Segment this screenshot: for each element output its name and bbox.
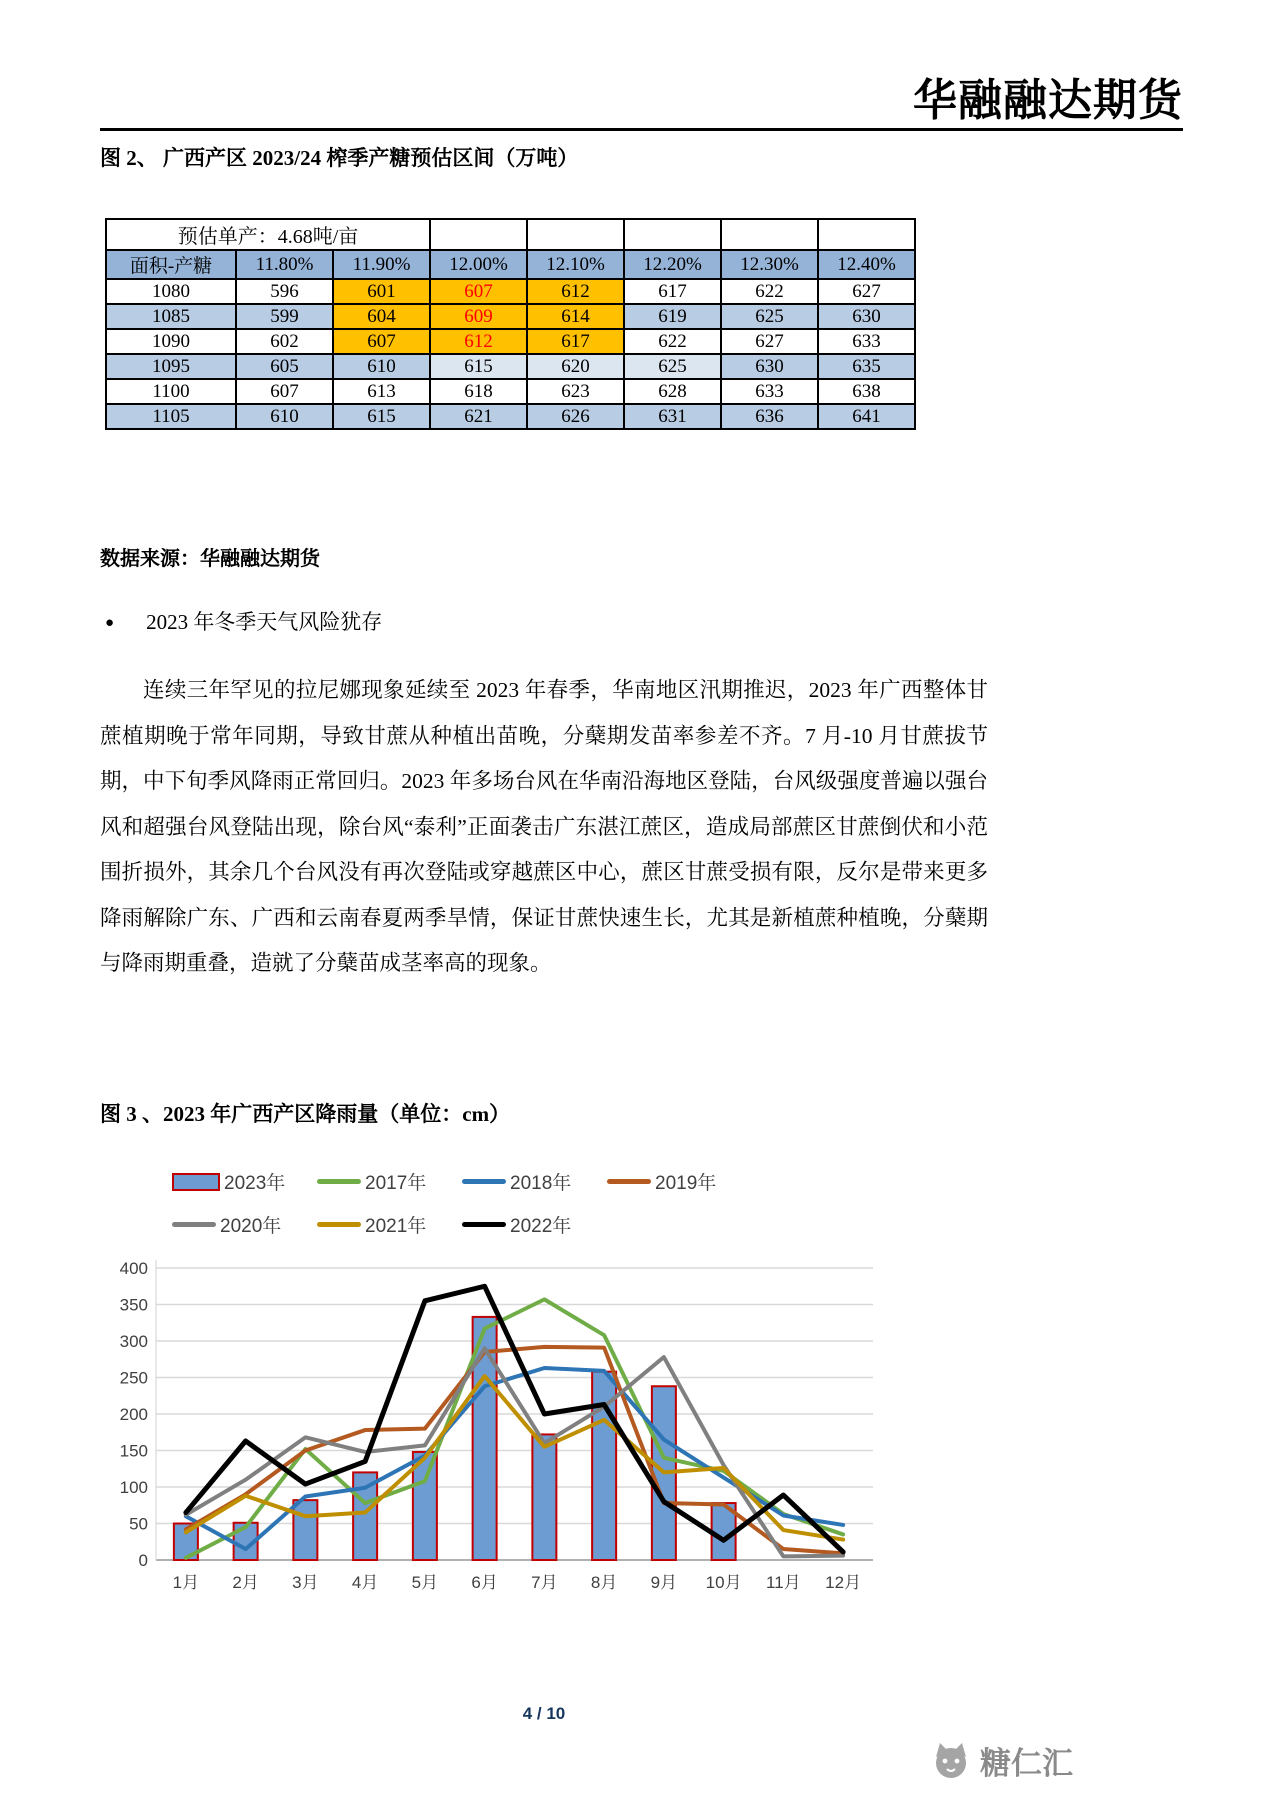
legend-line-swatch (607, 1179, 651, 1184)
y-tick-label: 400 (119, 1259, 148, 1278)
x-tick-label: 6月 (471, 1573, 498, 1592)
table-cell: 612 (430, 329, 527, 354)
x-tick-label: 7月 (531, 1573, 558, 1592)
table-cell: 620 (527, 354, 624, 379)
table-cell: 599 (236, 304, 333, 329)
table-header-cell: 12.10% (527, 250, 624, 279)
x-tick-label: 11月 (766, 1573, 801, 1592)
table-header-cell: 11.80% (236, 250, 333, 279)
table-cell: 628 (624, 379, 721, 404)
table-cell: 633 (818, 329, 915, 354)
legend-label: 2023年 (224, 1173, 286, 1194)
table-cell: 607 (430, 279, 527, 304)
legend-item (172, 1211, 317, 1238)
table-cell: 1100 (106, 379, 236, 404)
legend-line-swatch (172, 1222, 216, 1227)
table-cell: 1090 (106, 329, 236, 354)
bar-2023年 (532, 1434, 556, 1560)
table-cell: 1080 (106, 279, 236, 304)
table-cell: 630 (818, 304, 915, 329)
bar-2023年 (293, 1500, 317, 1560)
empty-cell (721, 219, 818, 250)
x-tick-label: 2月 (232, 1573, 259, 1592)
table-cell: 613 (333, 379, 430, 404)
x-tick-label: 3月 (292, 1573, 319, 1592)
x-tick-label: 12月 (825, 1573, 862, 1592)
legend-line-swatch (317, 1179, 361, 1184)
table-cell: 1095 (106, 354, 236, 379)
y-tick-label: 50 (129, 1514, 148, 1534)
table-cell: 638 (818, 379, 915, 404)
table-cell: 1105 (106, 404, 236, 429)
legend-line-swatch (317, 1222, 361, 1227)
table-cell: 1085 (106, 304, 236, 329)
y-tick-label: 100 (119, 1478, 148, 1497)
table-header-cell: 12.00% (430, 250, 527, 279)
table-cell: 627 (818, 279, 915, 304)
table-cell: 633 (721, 379, 818, 404)
table-cell: 623 (527, 379, 624, 404)
table-cell: 614 (527, 304, 624, 329)
legend-label: 2020年 (220, 1216, 282, 1237)
table-cell: 615 (430, 354, 527, 379)
table-cell: 612 (527, 279, 624, 304)
sugar-estimate-table (105, 218, 916, 430)
legend-item (317, 1211, 462, 1238)
table-cell: 615 (333, 404, 430, 429)
table-cell: 605 (236, 354, 333, 379)
table-cell: 610 (236, 404, 333, 429)
chart-plot-area (108, 1254, 883, 1604)
table-cell: 625 (721, 304, 818, 329)
table-cell: 617 (527, 329, 624, 354)
figure2-title: 图 2、 广西产区 2023/24 榨季产糖预估区间（万吨） (100, 146, 579, 170)
table-cell: 631 (624, 404, 721, 429)
table-cell: 604 (333, 304, 430, 329)
table-header-cell: 12.30% (721, 250, 818, 279)
table-row (106, 329, 915, 354)
table-header-cell: 12.40% (818, 250, 915, 279)
table-row (106, 304, 915, 329)
table-cell: 607 (236, 379, 333, 404)
table-cell: 607 (333, 329, 430, 354)
table-row (106, 354, 915, 379)
section-heading: 2023 年冬季天气风险犹存 (146, 610, 383, 634)
x-tick-label: 8月 (590, 1573, 618, 1592)
table-cell: 602 (236, 329, 333, 354)
table-cell: 635 (818, 354, 915, 379)
table-cell: 621 (430, 404, 527, 429)
watermark (930, 1738, 1073, 1783)
table-cell: 609 (430, 304, 527, 329)
table-cell: 630 (721, 354, 818, 379)
table-cell: 601 (333, 279, 430, 304)
data-source-note: 数据来源：华融融达期货 (100, 548, 320, 570)
table-header-cell: 11.90% (333, 250, 430, 279)
yield-note-cell: 预估单产：4.68吨/亩 (106, 219, 430, 250)
line-2022年 (186, 1286, 843, 1552)
section-bullet-line (105, 606, 382, 636)
table-cell: 619 (624, 304, 721, 329)
y-tick-label: 0 (138, 1551, 148, 1570)
y-tick-label: 350 (119, 1295, 148, 1315)
table-header-cell: 面积-产糖 (106, 250, 236, 279)
legend-label: 2021年 (365, 1216, 427, 1237)
empty-cell (527, 219, 624, 250)
table-row (106, 404, 915, 429)
x-tick-label: 1月 (172, 1573, 200, 1592)
bullet-icon: ● (105, 615, 115, 631)
y-tick-label: 150 (119, 1441, 148, 1461)
legend-line-swatch (462, 1179, 506, 1184)
legend-item (462, 1168, 607, 1195)
table-row (106, 379, 915, 404)
legend-item (462, 1211, 607, 1238)
y-tick-label: 250 (119, 1368, 148, 1388)
table-cell: 636 (721, 404, 818, 429)
legend-label: 2019年 (655, 1173, 717, 1194)
table-cell: 641 (818, 404, 915, 429)
legend-bar-swatch (172, 1173, 220, 1191)
table-cell: 617 (624, 279, 721, 304)
table-cell: 627 (721, 329, 818, 354)
empty-cell (818, 219, 915, 250)
y-tick-label: 200 (119, 1405, 148, 1424)
header-rule (100, 128, 1183, 131)
table-row (106, 279, 915, 304)
table-header-cell: 12.20% (624, 250, 721, 279)
page-number: 4 / 10 (522, 1704, 566, 1723)
cat-logo-icon (930, 1741, 972, 1781)
chart-legend (172, 1168, 752, 1254)
legend-label: 2022年 (510, 1216, 572, 1237)
figure3-title: 图 3 、2023 年广西产区降雨量（单位：cm） (100, 1102, 511, 1126)
legend-item (317, 1168, 462, 1195)
empty-cell (430, 219, 527, 250)
x-tick-label: 10月 (705, 1573, 742, 1592)
watermark-text: 糖仁汇 (980, 1746, 1073, 1781)
legend-label: 2018年 (510, 1173, 572, 1194)
table-cell: 625 (624, 354, 721, 379)
brand-title: 华融融达期货 (913, 76, 1183, 125)
table-cell: 596 (236, 279, 333, 304)
table-cell: 626 (527, 404, 624, 429)
table-cell: 622 (624, 329, 721, 354)
x-tick-label: 9月 (650, 1573, 678, 1592)
rainfall-chart (108, 1158, 888, 1608)
table-cell: 622 (721, 279, 818, 304)
legend-line-swatch (462, 1222, 506, 1227)
body-paragraph: 连续三年罕见的拉尼娜现象延续至 2023 年春季，华南地区汛期推迟，2023 年广西整体甘蔗植期晚于常年同期，导致甘蔗从种植出苗晚，分蘖期发苗率参差不齐。7 月-10 月甘蔗拔节期，中下旬季风降雨正常回归。2023 年多场台风在华南沿海地区登陆，台风级强度普遍以强台风和超强台风登陆出现，除台风“泰利”正面袭击广东湛江蔗区，造成局部蔗区甘蔗倒伏和小范围折损外，其余几个台风没有再次登陆或穿越蔗区中心，蔗区甘蔗受损有限，反尔是带来更多降雨解除广东、广西和云南春夏两季旱情，保证甘蔗快速生长，尤其是新植蔗种植晚，分蘖期与降雨期重叠，造就了分蘖苗成茎率高的现象。 (100, 678, 988, 975)
x-tick-label: 4月 (351, 1573, 379, 1592)
y-tick-label: 300 (119, 1332, 148, 1351)
x-tick-label: 5月 (411, 1573, 439, 1592)
empty-cell (624, 219, 721, 250)
legend-label: 2017年 (365, 1173, 427, 1194)
table-cell: 618 (430, 379, 527, 404)
legend-item (607, 1168, 752, 1195)
legend-item (172, 1168, 317, 1195)
table-cell: 610 (333, 354, 430, 379)
